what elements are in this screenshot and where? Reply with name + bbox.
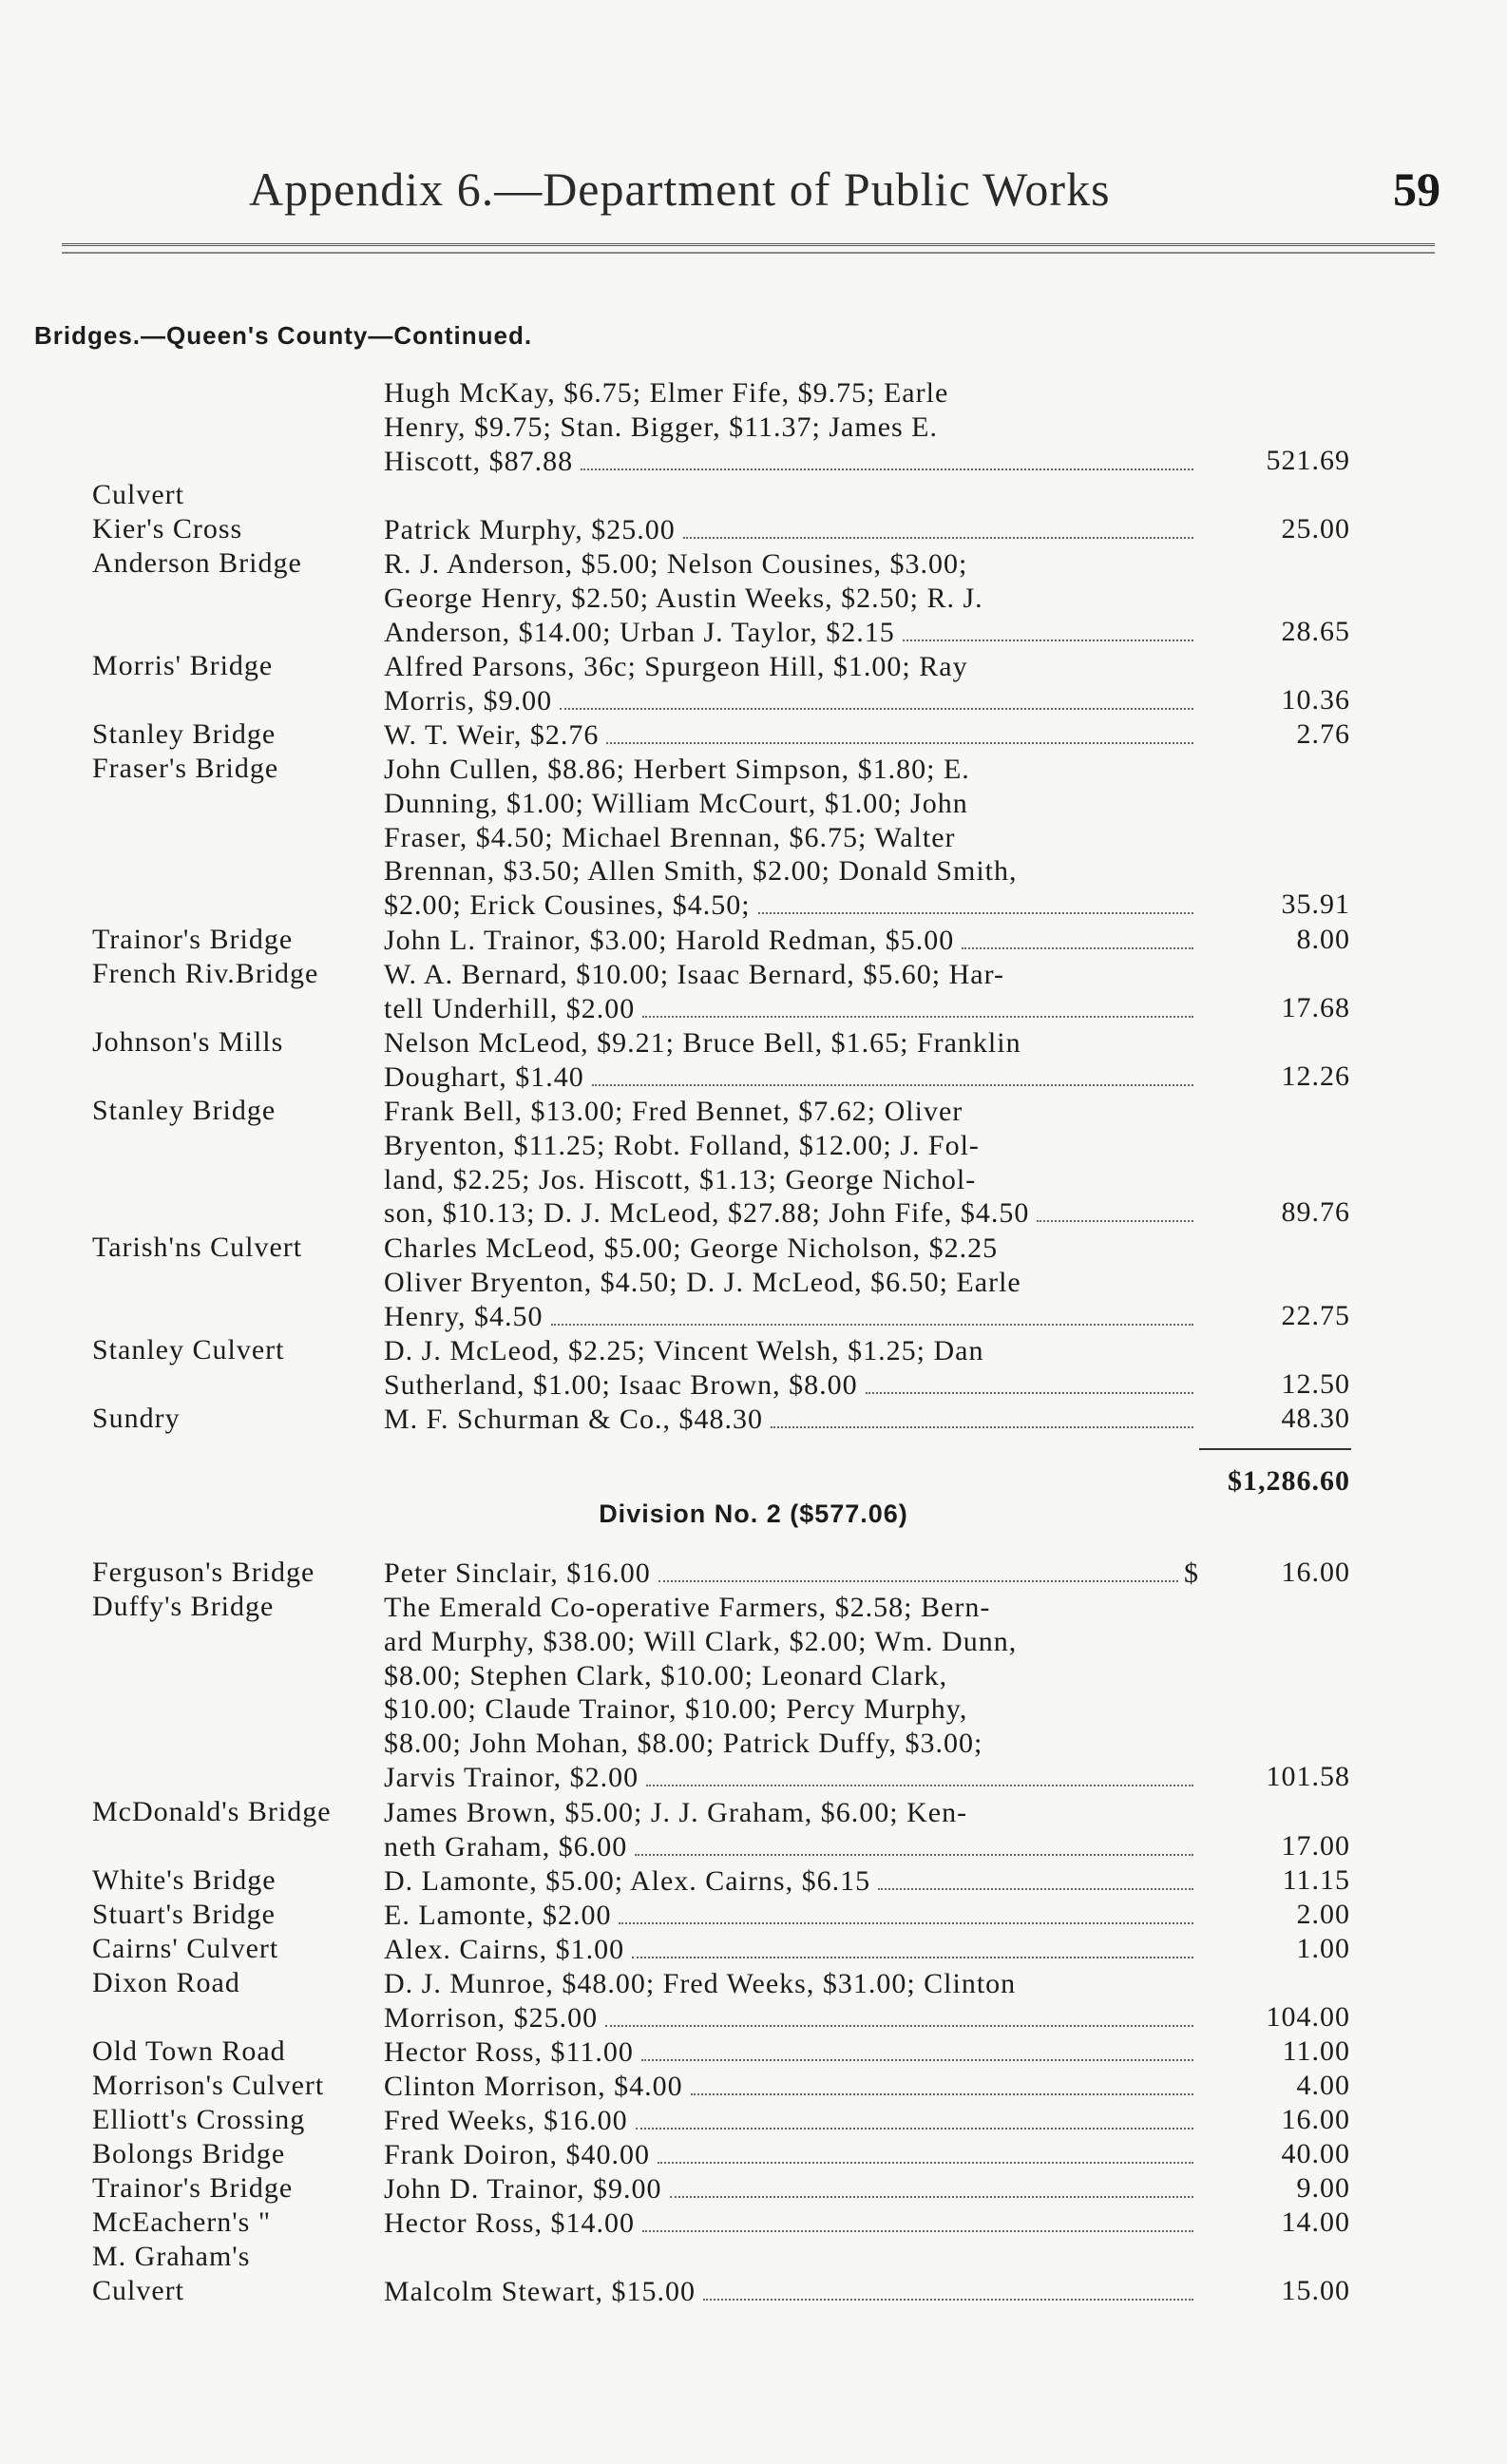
payee-list <box>384 924 1199 958</box>
amount: 48.30 <box>1281 1403 1350 1434</box>
payee-line <box>384 1557 1199 1591</box>
payee-line <box>384 1334 1199 1368</box>
place-name: Culvert <box>92 2275 184 2306</box>
payee-line-text: W. T. Weir, $2.76 <box>384 719 600 751</box>
leader-dots <box>636 2128 1193 2130</box>
leader-dots <box>551 1324 1193 1326</box>
leader-dots <box>771 1426 1193 1428</box>
payee-line-text: $8.00; John Mohan, $8.00; Patrick Duffy, $3.00; <box>384 1728 983 1760</box>
leader-dots <box>606 742 1193 744</box>
place-name: Dixon Road <box>92 1967 240 1998</box>
payee-line <box>384 1591 1199 1625</box>
payee-line <box>384 2001 1199 2035</box>
payee-line-text: Charles McLeod, $5.00; George Nicholson, $2.25 <box>384 1232 999 1264</box>
leader-dots <box>632 1957 1193 1958</box>
payee-line-text: The Emerald Co-operative Farmers, $2.58; Bern- <box>384 1592 991 1623</box>
payee-line-text: Brennan, $3.50; Allen Smith, $2.00; Donald Smith, <box>384 855 1018 888</box>
payee-line-text: Clinton Morrison, $4.00 <box>384 2071 683 2102</box>
payee-list <box>384 1095 1199 1231</box>
payee-line <box>384 718 1199 753</box>
payee-line-text: Morrison, $25.00 <box>384 2001 599 2034</box>
place-name: Elliott's Crossing <box>92 2104 306 2135</box>
place-name: Morrison's Culvert <box>92 2070 325 2101</box>
payee-line <box>384 1692 1199 1727</box>
payee-line-text: Doughart, $1.40 <box>384 1060 584 1093</box>
leader-dots <box>658 1580 1178 1582</box>
page-title: Appendix 6.—Department of Public Works <box>249 162 1111 216</box>
amount: 2.76 <box>1296 718 1350 750</box>
payee-list <box>384 1899 1199 1933</box>
place-name: Old Town Road <box>92 2035 286 2067</box>
payee-line-text: James Brown, $5.00; J. J. Graham, $6.00; Ken- <box>384 1797 968 1828</box>
payee-line-text: Fraser, $4.50; Michael Brennan, $6.75; Walter <box>384 821 956 853</box>
amount: 28.65 <box>1281 615 1350 647</box>
place-name: Trainor's Bridge <box>92 2172 294 2204</box>
header-rule <box>62 243 1435 246</box>
amount: 35.91 <box>1281 888 1350 921</box>
payee-line <box>384 1625 1199 1659</box>
payee-line-text: $8.00; Stephen Clark, $10.00; Leonard Clark, <box>384 1659 948 1691</box>
place-name: Bolongs Bridge <box>92 2138 286 2169</box>
payee-line <box>384 821 1199 855</box>
amount: 22.75 <box>1281 1299 1350 1331</box>
payee-line <box>384 1095 1199 1129</box>
payee-line <box>384 684 1199 718</box>
payee-line-text: neth Graham, $6.00 <box>384 1830 628 1862</box>
payee-line-text: Nelson McLeod, $9.21; Bruce Bell, $1.65; Franklin <box>384 1027 1021 1059</box>
leader-dots <box>658 2162 1193 2164</box>
amount: 9.00 <box>1296 2172 1350 2204</box>
payee-list <box>384 1967 1199 2035</box>
payee-line <box>384 1727 1199 1761</box>
amount: 17.68 <box>1281 991 1350 1023</box>
payee-line-text: M. F. Schurman & Co., $48.30 <box>384 1404 763 1435</box>
payee-list <box>384 1232 1199 1333</box>
payee-line-text: W. A. Bernard, $10.00; Isaac Bernard, $5.60; Har- <box>384 959 1004 990</box>
place-name: Sundry <box>92 1403 181 1434</box>
payee-list <box>384 1026 1199 1095</box>
place-name: M. Graham's <box>92 2241 251 2272</box>
leader-dots <box>641 2059 1193 2061</box>
leader-dots <box>962 947 1193 949</box>
amount: 17.00 <box>1281 1829 1350 1862</box>
place-name: Stanley Bridge <box>92 718 277 750</box>
payee-line-text: $2.00; Erick Cousines, $4.50; <box>384 889 751 922</box>
amount: 4.00 <box>1296 2070 1350 2101</box>
payee-line-text: Alfred Parsons, 36c; Spurgeon Hill, $1.00; Ray <box>384 651 968 682</box>
payee-list <box>384 1796 1199 1864</box>
payee-line-text: Frank Bell, $13.00; Fred Bennet, $7.62; Oliver <box>384 1096 963 1127</box>
section-heading: Bridges.—Queen's County—Continued. <box>34 321 533 350</box>
payee-line-text: $10.00; Claude Trainor, $10.00; Percy Murphy, <box>384 1693 968 1726</box>
payee-line <box>384 1196 1199 1231</box>
payee-line <box>384 513 1199 547</box>
amount: 16.00 <box>1281 1557 1350 1588</box>
payee-line <box>384 616 1199 650</box>
page-number: 59 <box>1393 162 1440 216</box>
payee-list <box>384 2104 1199 2138</box>
payee-line <box>384 1864 1199 1899</box>
payee-line-text: land, $2.25; Jos. Hiscott, $1.13; George Nichol- <box>384 1163 977 1195</box>
payee-line <box>384 787 1199 821</box>
payee-line-text: Hector Ross, $11.00 <box>384 2036 634 2068</box>
payee-line <box>384 1659 1199 1693</box>
payee-line-text: Dunning, $1.00; William McCourt, $1.00; John <box>384 787 968 819</box>
payee-line <box>384 2172 1199 2206</box>
payee-line-text: Alex. Cairns, $1.00 <box>384 1934 625 1965</box>
payee-line <box>384 2104 1199 2138</box>
leader-dots <box>683 537 1193 539</box>
leader-dots <box>619 1922 1193 1924</box>
payee-line <box>384 411 1199 445</box>
amount: 16.00 <box>1281 2104 1350 2135</box>
payee-line <box>384 1060 1199 1095</box>
payee-line-text: Frank Doiron, $40.00 <box>384 2139 650 2170</box>
amount: 11.00 <box>1282 2035 1350 2067</box>
payee-line <box>384 2275 1199 2309</box>
payee-line <box>384 2035 1199 2070</box>
payee-line-text: Oliver Bryenton, $4.50; D. J. McLeod, $6.50; Earle <box>384 1266 1021 1298</box>
place-name: Ferguson's Bridge <box>92 1557 315 1588</box>
payee-line <box>384 1232 1199 1266</box>
division-2-heading: Division No. 2 ($577.06) <box>599 1499 908 1528</box>
place-name: Duffy's Bridge <box>92 1591 275 1622</box>
payee-list <box>384 1334 1199 1403</box>
leader-dots <box>560 708 1193 710</box>
payee-line <box>384 1163 1199 1197</box>
leader-dots <box>903 640 1193 641</box>
leader-dots <box>642 1016 1193 1018</box>
payee-line <box>384 1967 1199 2001</box>
payee-line <box>384 1899 1199 1933</box>
leader-dots <box>635 1854 1193 1856</box>
amount: 101.58 <box>1266 1761 1350 1792</box>
leader-dots <box>646 1785 1193 1786</box>
place-name: Anderson Bridge <box>92 547 302 579</box>
dollar-sign: $ <box>1184 1557 1199 1589</box>
payee-line-text: Henry, $9.75; Stan. Bigger, $11.37; James E. <box>384 411 939 443</box>
leader-dots <box>670 2196 1194 2198</box>
payee-line-text: ard Murphy, $38.00; Will Clark, $2.00; Wm. Dunn, <box>384 1625 1018 1657</box>
leader-dots <box>1037 1220 1193 1222</box>
payee-line <box>384 547 1199 582</box>
payee-line-text: Peter Sinclair, $16.00 <box>384 1557 651 1589</box>
payee-line-text: E. Lamonte, $2.00 <box>384 1900 612 1931</box>
payee-line-text: tell Underhill, $2.00 <box>384 992 636 1024</box>
payee-line <box>384 650 1199 684</box>
payee-list <box>384 547 1199 649</box>
place-name: Johnson's Mills <box>92 1026 284 1058</box>
payee-line-text: Hiscott, $87.88 <box>384 445 574 477</box>
payee-line <box>384 445 1199 479</box>
payee-line-text: Hector Ross, $14.00 <box>384 2207 635 2239</box>
payee-list <box>384 1864 1199 1899</box>
payee-line-text: John D. Trainor, $9.00 <box>384 2173 662 2205</box>
division-1-total: $1,286.60 <box>1228 1465 1350 1497</box>
payee-line <box>384 753 1199 787</box>
amount: 521.69 <box>1266 444 1350 476</box>
page-header <box>0 162 1507 228</box>
place-name: McDonald's Bridge <box>92 1796 332 1827</box>
leader-dots <box>691 2093 1193 2095</box>
header-rule-secondary <box>62 252 1435 254</box>
payee-line <box>384 924 1199 958</box>
payee-line <box>384 2070 1199 2104</box>
payee-list <box>384 2206 1199 2241</box>
payee-line <box>384 376 1199 411</box>
amount: 15.00 <box>1281 2275 1350 2306</box>
payee-list <box>384 718 1199 753</box>
leader-dots <box>866 1392 1193 1394</box>
amount: 12.50 <box>1281 1367 1350 1400</box>
leader-dots <box>605 2025 1193 2027</box>
amount: 11.15 <box>1282 1864 1350 1896</box>
payee-list <box>384 1933 1199 1967</box>
amount: 89.76 <box>1281 1196 1350 1229</box>
payee-line <box>384 1266 1199 1300</box>
leader-dots <box>703 2299 1193 2301</box>
payee-line-text: Morris, $9.00 <box>384 684 553 716</box>
total-rule <box>1199 1448 1351 1450</box>
payee-line <box>384 2206 1199 2241</box>
place-name: Trainor's Bridge <box>92 924 294 955</box>
leader-dots <box>758 912 1193 914</box>
place-name: Stanley Culvert <box>92 1334 285 1366</box>
place-name: Stanley Bridge <box>92 1095 277 1126</box>
payee-line-text: Malcolm Stewart, $15.00 <box>384 2276 696 2307</box>
payee-line <box>384 2138 1199 2172</box>
payee-line-text: Patrick Murphy, $25.00 <box>384 514 676 545</box>
leader-dots <box>581 468 1193 470</box>
payee-list <box>384 958 1199 1026</box>
payee-list <box>384 2275 1199 2309</box>
payee-line-text: Jarvis Trainor, $2.00 <box>384 1761 639 1793</box>
payee-list <box>384 650 1199 718</box>
payee-line-text: R. J. Anderson, $5.00; Nelson Cousines, $3.00; <box>384 548 968 580</box>
payee-list <box>384 2070 1199 2104</box>
amount: 12.26 <box>1281 1060 1350 1092</box>
payee-line-text: Fred Weeks, $16.00 <box>384 2105 628 2136</box>
payee-line <box>384 958 1199 992</box>
amount: 2.00 <box>1296 1899 1350 1930</box>
amount: 10.36 <box>1281 683 1350 716</box>
payee-line-text: D. J. Munroe, $48.00; Fred Weeks, $31.00; Clinton <box>384 1968 1017 1999</box>
payee-line <box>384 888 1199 923</box>
payee-line-text: Sutherland, $1.00; Isaac Brown, $8.00 <box>384 1368 858 1401</box>
place-name: McEachern's " <box>92 2206 272 2238</box>
payee-line-text: George Henry, $2.50; Austin Weeks, $2.50; R. J. <box>384 582 983 614</box>
payee-line <box>384 1830 1199 1864</box>
amount: 8.00 <box>1296 924 1350 955</box>
payee-line <box>384 1368 1199 1403</box>
payee-line-text: Henry, $4.50 <box>384 1300 544 1332</box>
payee-line-text: John Cullen, $8.86; Herbert Simpson, $1.80; E. <box>384 754 970 785</box>
payee-list <box>384 1403 1199 1437</box>
place-name: Morris' Bridge <box>92 650 274 681</box>
amount: 1.00 <box>1296 1933 1350 1964</box>
place-name: White's Bridge <box>92 1864 277 1896</box>
payee-line-text: D. Lamonte, $5.00; Alex. Cairns, $6.15 <box>384 1865 871 1897</box>
payee-line <box>384 1761 1199 1795</box>
payee-line-text: son, $10.13; D. J. McLeod, $27.88; John Fife, $4.50 <box>384 1197 1030 1230</box>
amount: 25.00 <box>1281 513 1350 544</box>
payee-list <box>384 513 1199 547</box>
payee-line-text: Hugh McKay, $6.75; Elmer Fife, $9.75; Earle <box>384 377 949 409</box>
place-name: Fraser's Bridge <box>92 753 279 784</box>
place-name: Culvert <box>92 479 184 510</box>
payee-line <box>384 1026 1199 1060</box>
payee-list <box>384 376 1199 478</box>
amount: 40.00 <box>1281 2138 1350 2169</box>
payee-line <box>384 1300 1199 1334</box>
amount: 14.00 <box>1281 2206 1350 2238</box>
leader-dots <box>642 2230 1193 2232</box>
leader-dots <box>878 1888 1193 1890</box>
place-name: Cairns' Culvert <box>92 1933 279 1964</box>
place-name: Tarish'ns Culvert <box>92 1232 303 1263</box>
payee-list <box>384 753 1199 923</box>
payee-line <box>384 1403 1199 1437</box>
payee-line-text: D. J. McLeod, $2.25; Vincent Welsh, $1.25; Dan <box>384 1335 984 1366</box>
place-name: Stuart's Bridge <box>92 1899 276 1930</box>
payee-list <box>384 2138 1199 2172</box>
payee-line-text: Anderson, $14.00; Urban J. Taylor, $2.15 <box>384 616 895 648</box>
payee-line <box>384 1933 1199 1967</box>
payee-line-text: John L. Trainor, $3.00; Harold Redman, $5.00 <box>384 925 955 956</box>
payee-list <box>384 1591 1199 1795</box>
payee-line <box>384 854 1199 888</box>
leader-dots <box>592 1084 1193 1086</box>
payee-list <box>384 2172 1199 2206</box>
payee-line <box>384 1129 1199 1163</box>
payee-list <box>384 1557 1199 1591</box>
payee-line <box>384 1796 1199 1830</box>
place-name: Kier's Cross <box>92 513 243 544</box>
payee-list <box>384 2035 1199 2070</box>
payee-line <box>384 582 1199 616</box>
amount: 104.00 <box>1266 2000 1350 2033</box>
place-name: French Riv.Bridge <box>92 958 319 989</box>
payee-line-text: Bryenton, $11.25; Robt. Folland, $12.00; J. Fol- <box>384 1129 980 1161</box>
payee-line <box>384 992 1199 1026</box>
